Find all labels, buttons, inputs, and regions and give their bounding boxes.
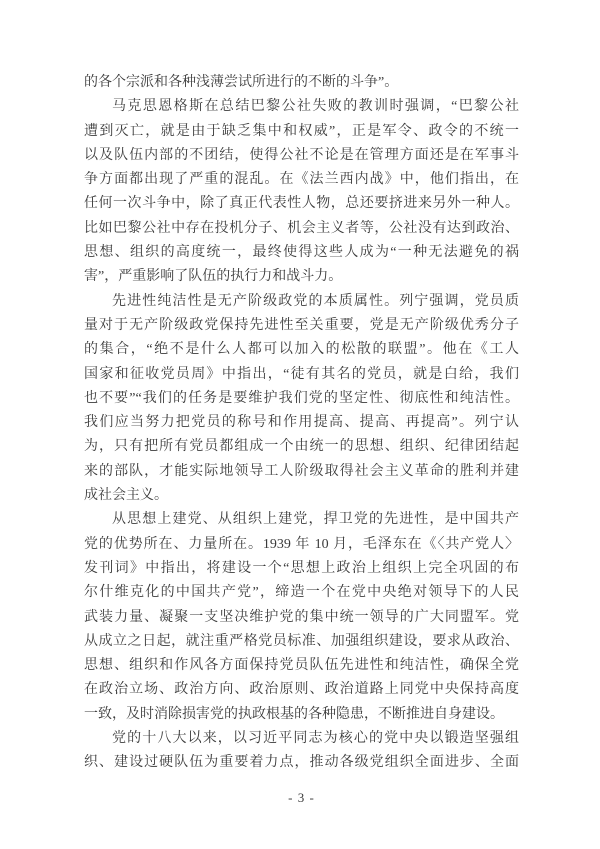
text-line: 马克思恩格斯在总结巴黎公社失败的教训时强调，“巴黎公社 <box>112 99 519 115</box>
text-line: 比如巴黎公社中存在投机分子、机会主义者等，公社没有达到政治、 <box>84 220 519 236</box>
page-number: - 3 - <box>288 789 315 805</box>
text-line: 我们应当努力把党员的称号和作用提高、提高、再提高”。列宁认 <box>84 415 519 431</box>
text-line: 从思想上建党、从组织上建党，捍卫党的先进性，是中国共产 <box>112 512 519 528</box>
text-line: 量对于无产阶级政党保持先进性至关重要，党是无产阶级优秀分子 <box>84 317 519 333</box>
text-line: 织、建设过硬队伍为重要着力点，推动各级党组织全面进步、全面 <box>84 755 519 771</box>
text-line: 武装力量、凝聚一支坚决维护党的集中统一领导的广大同盟军。党 <box>84 609 519 625</box>
text-line: 害”，严重影响了队伍的执行力和战斗力。 <box>84 269 343 285</box>
text-line: 尔什维克化的中国共产党”，缔造一个在党中央绝对领导下的人民 <box>84 585 519 601</box>
text-line: 的各个宗派和各种浅薄尝试所进行的不断的斗争”。 <box>84 75 399 90</box>
text-line: 任何一次斗争中，除了真正代表性人物，总还要挤进来另外一种人。 <box>84 196 519 212</box>
text-line: 遭到灭亡，就是由于缺乏集中和权威”，正是军令、政令的不统一 <box>84 123 519 139</box>
text-line: 争方面都出现了严重的混乱。在《法兰西内战》中，他们指出，在 <box>84 172 519 188</box>
text-line: 一致，及时消除损害党的执政根基的各种隐患，不断推进自身建设。 <box>84 706 504 722</box>
text-line: 党的十八大以来，以习近平同志为核心的党中央以锻造坚强组 <box>112 731 519 747</box>
text-line: 在政治立场、政治方向、政治原则、政治道路上同党中央保持高度 <box>84 682 519 698</box>
text-line: 发刊词》中指出，将建设一个“思想上政治上组织上完全巩固的布 <box>84 560 519 576</box>
text-line: 的集合，“绝不是什么人都可以加入的松散的联盟”。他在《工人 <box>84 342 519 358</box>
text-line: 思想、组织的高度统一，最终使得这些人成为“一种无法避免的祸 <box>84 245 519 261</box>
text-line: 也不要”“我们的任务是要维护我们党的坚定性、彻底性和纯洁性。 <box>84 390 519 406</box>
text-line: 成社会主义。 <box>84 488 168 504</box>
text-line: 国家和征收党员周》中指出，“徒有其名的党员，就是白给，我们 <box>84 366 519 382</box>
text-line: 党的优势所在、力量所在。1939 年 10 月，毛泽东在《〈共产党人〉 <box>84 536 519 552</box>
text-line: 从成立之日起，就注重严格党员标准、加强组织建设，要求从政治、 <box>84 633 519 649</box>
text-line: 以及队伍内部的不团结，使得公社不论是在管理方面还是在军事斗 <box>84 147 519 163</box>
text-line: 先进性纯洁性是无产阶级政党的本质属性。列宁强调，党员质 <box>112 293 519 309</box>
text-line: 为，只有把所有党员都组成一个由统一的思想、组织、纪律团结起 <box>84 439 519 455</box>
text-line: 思想、组织和作风各方面保持党员队伍先进性和纯洁性，确保全党 <box>84 658 519 674</box>
text-line: 来的部队，才能实际地领导工人阶级取得社会主义革命的胜利并建 <box>84 463 519 479</box>
